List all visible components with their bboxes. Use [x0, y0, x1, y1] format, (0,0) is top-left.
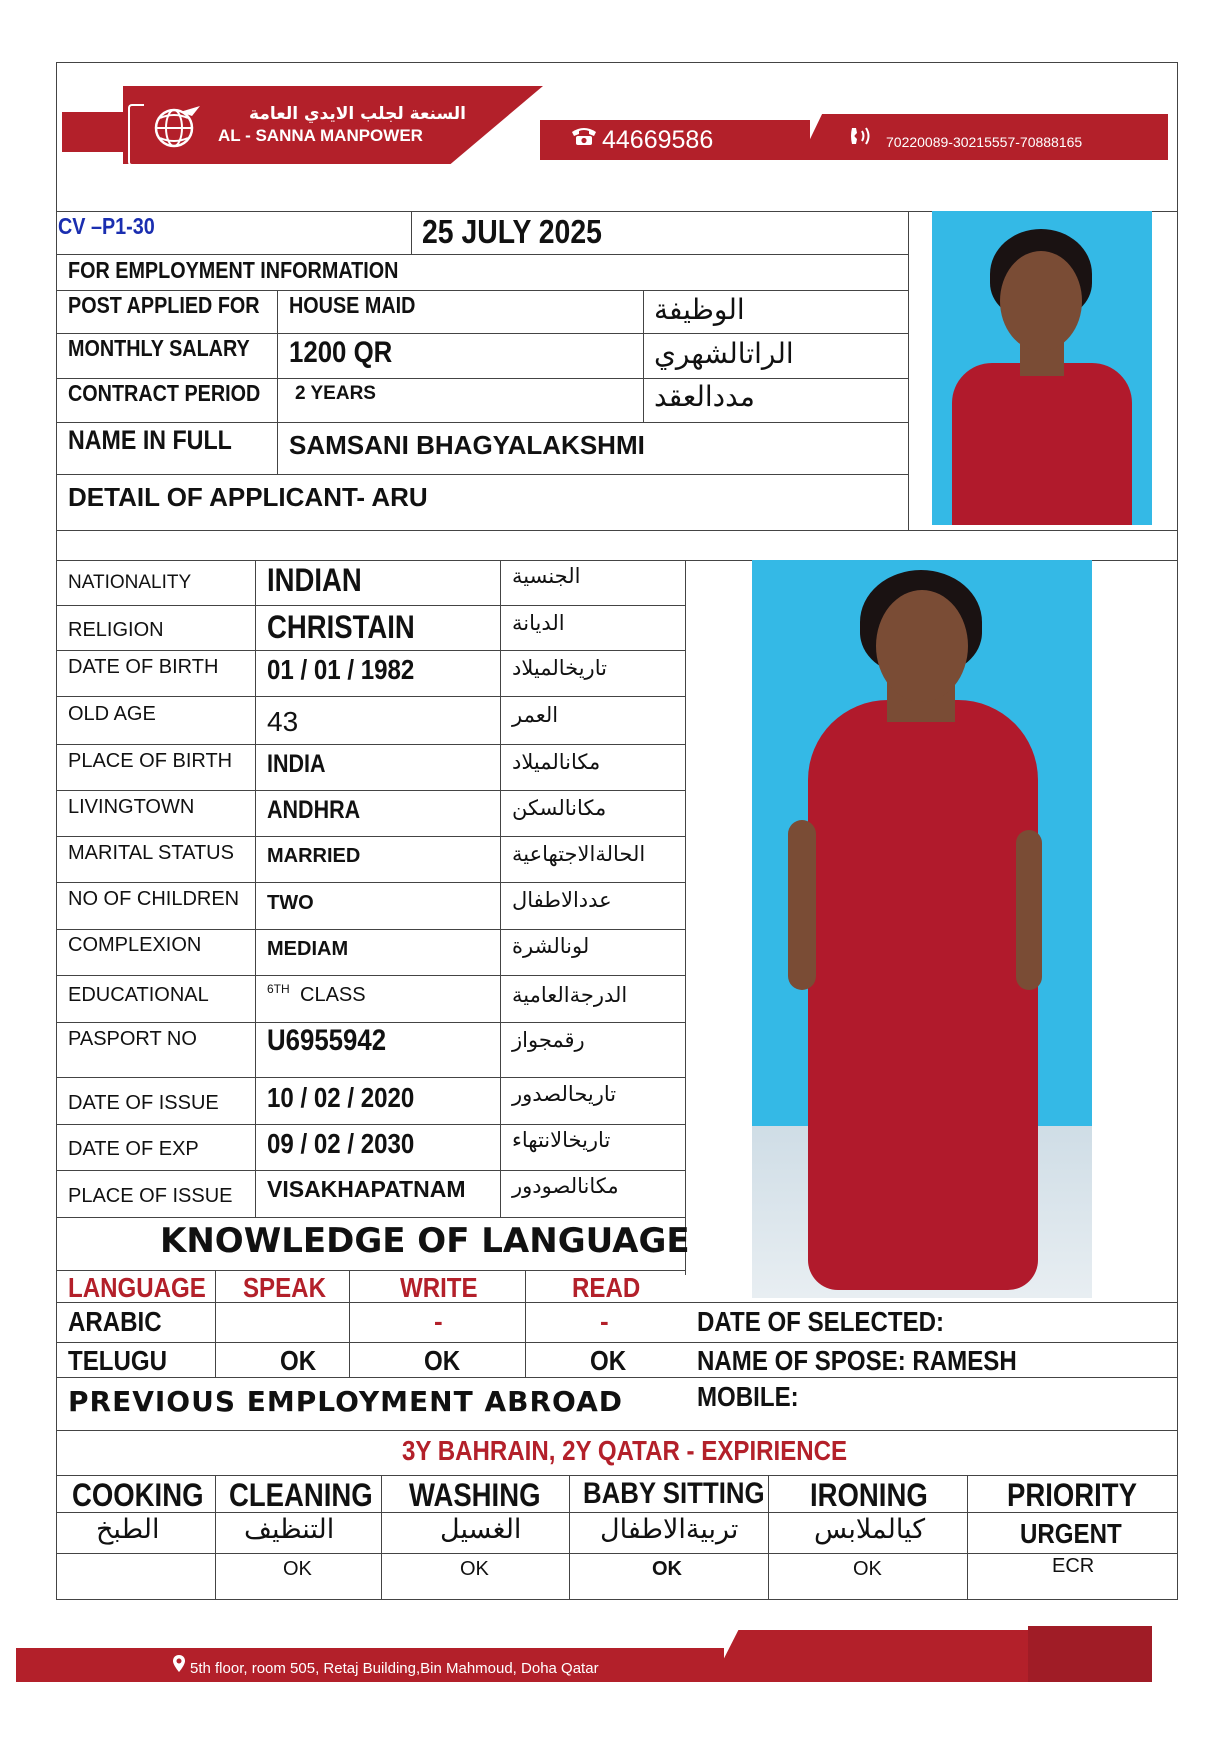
detail-arabic: الديانة	[512, 611, 565, 635]
mobile-numbers: 70220089-30215557-70888165	[886, 134, 1083, 150]
language-write: -	[434, 1306, 443, 1336]
language-name: TELUGU	[68, 1345, 167, 1376]
language-name: ARABIC	[68, 1306, 162, 1337]
detail-sup-value: 6TH	[267, 982, 290, 996]
language-section-title: KNOWLEDGE OF LANGUAGE	[160, 1221, 690, 1261]
skill-name: CLEANING	[229, 1477, 373, 1513]
priority-label: PRIORITY	[1007, 1477, 1137, 1513]
portrait-photo	[932, 211, 1152, 525]
detail-value: 10 / 02 / 2020	[267, 1082, 415, 1113]
detail-label: RELIGION	[68, 619, 164, 641]
detail-label: DATE OF ISSUE	[68, 1092, 219, 1114]
detail-value: CHRISTAIN	[267, 609, 415, 645]
detail-arabic: تاريحالصدور	[512, 1082, 617, 1106]
detail-arabic: العمر	[512, 703, 559, 727]
detail-value: 43	[267, 706, 299, 737]
detail-arabic: مكانالصودور	[512, 1174, 619, 1198]
skill-arabic: الطبخ	[96, 1514, 160, 1545]
experience-text: 3Y BAHRAIN, 2Y QATAR - EXPIRIENCE	[402, 1435, 848, 1466]
mobile-label: MOBILE:	[697, 1381, 799, 1412]
full-body-photo	[752, 560, 1092, 1298]
detail-value: INDIA	[267, 750, 326, 778]
detail-value: 01 / 01 / 1982	[267, 654, 415, 685]
employment-arabic: الراتالشهري	[654, 337, 794, 370]
language-read: OK	[590, 1345, 627, 1376]
detail-value: U6955942	[267, 1024, 387, 1057]
full-name-label: NAME IN FULL	[68, 425, 232, 455]
detail-label: DATE OF BIRTH	[68, 656, 219, 678]
detail-value: CLASS	[300, 984, 366, 1006]
footer-address: 5th floor, room 505, Retaj Building,Bin Mahmoud, Doha Qatar	[190, 1660, 599, 1677]
cv-code: CV –P1-30	[58, 213, 155, 239]
language-header: SPEAK	[243, 1272, 326, 1303]
detail-label: PASPORT NO	[68, 1028, 197, 1050]
detail-value: MARRIED	[267, 845, 361, 867]
mobile-phone-icon	[848, 124, 876, 148]
detail-arabic: لونالشرة	[512, 934, 590, 958]
detail-label: PLACE OF BIRTH	[68, 750, 233, 772]
detail-title: DETAIL OF APPLICANT- ARU	[68, 482, 428, 512]
employment-label: CONTRACT PERIOD	[68, 380, 261, 406]
skill-name: IRONING	[810, 1477, 928, 1513]
detail-label: NATIONALITY	[68, 572, 192, 593]
employment-arabic: مددالعقد	[654, 380, 755, 413]
detail-value: 09 / 02 / 2030	[267, 1128, 415, 1159]
detail-value: INDIAN	[267, 562, 362, 598]
employment-arabic: الوظيفة	[654, 293, 745, 326]
detail-arabic: الحالةالاجتهاعية	[512, 842, 646, 866]
globe-logo-icon	[150, 104, 204, 150]
language-write: OK	[424, 1345, 461, 1376]
employment-label: POST APPLIED FOR	[68, 292, 260, 318]
skill-arabic: التنظيف	[244, 1514, 335, 1545]
skill-value: OK	[853, 1558, 882, 1580]
language-speak: OK	[280, 1345, 317, 1376]
detail-arabic: مكانالميلاد	[512, 750, 601, 774]
detail-value: VISAKHAPATNAM	[267, 1176, 466, 1202]
skill-value: OK	[652, 1558, 682, 1580]
detail-value: ANDHRA	[267, 796, 361, 824]
telephone-icon	[570, 124, 598, 146]
detail-label: LIVINGTOWN	[68, 796, 195, 818]
detail-value: TWO	[267, 892, 314, 914]
detail-arabic: تاريخالانتهاء	[512, 1128, 611, 1152]
detail-arabic: مكانالسكن	[512, 796, 607, 820]
detail-value: MEDIAM	[267, 938, 349, 960]
skill-arabic: تربيةالاطفال	[600, 1514, 739, 1545]
skill-value: OK	[460, 1558, 489, 1580]
detail-arabic: تاريخالميلاد	[512, 656, 607, 680]
skill-arabic: كيالملابس	[814, 1514, 926, 1545]
detail-arabic: رقمجواز	[512, 1028, 585, 1052]
employment-info-title: FOR EMPLOYMENT INFORMATION	[68, 257, 399, 283]
skill-name: WASHING	[409, 1477, 541, 1513]
date-selected-label: DATE OF SELECTED:	[697, 1306, 945, 1337]
detail-label: PLACE OF ISSUE	[68, 1185, 233, 1207]
detail-label: EDUCATIONAL	[68, 984, 209, 1006]
skill-name: COOKING	[72, 1477, 204, 1513]
detail-label: MARITAL STATUS	[68, 842, 234, 864]
language-header: WRITE	[400, 1272, 478, 1303]
employment-value: HOUSE MAID	[289, 292, 416, 318]
company-name-arabic: السنعة لجلب الايدي العامة	[249, 104, 466, 124]
priority-value: URGENT	[1020, 1518, 1122, 1549]
company-name-english: AL - SANNA MANPOWER	[218, 126, 423, 145]
cv-date: 25 JULY 2025	[422, 213, 602, 250]
full-name-value: SAMSANI BHAGYALAKSHMI	[289, 430, 645, 460]
location-pin-icon	[172, 1654, 186, 1674]
detail-label: OLD AGE	[68, 703, 156, 725]
employment-value: 1200 QR	[289, 336, 393, 369]
detail-arabic: الدرجةالعامية	[512, 983, 628, 1007]
phone-number: 44669586	[602, 126, 714, 154]
detail-label: NO OF CHILDREN	[68, 888, 240, 910]
language-header: READ	[572, 1272, 641, 1303]
detail-label: DATE OF EXP	[68, 1138, 199, 1160]
language-header: LANGUAGE	[68, 1272, 206, 1303]
priority-note: ECR	[1052, 1555, 1095, 1577]
skill-value: OK	[283, 1558, 312, 1580]
previous-employment-title: PREVIOUS EMPLOYMENT ABROAD	[68, 1385, 623, 1418]
employment-label: MONTHLY SALARY	[68, 335, 250, 361]
employment-value: 2 YEARS	[295, 383, 376, 404]
detail-arabic: عددالاطفال	[512, 888, 612, 912]
detail-arabic: الجنسية	[512, 564, 581, 588]
language-read: -	[600, 1306, 609, 1336]
detail-label: COMPLEXION	[68, 934, 202, 956]
skill-name: BABY SITTING	[583, 1477, 765, 1510]
skill-arabic: الغسيل	[440, 1514, 522, 1545]
spouse-name: NAME OF SPOSE: RAMESH	[697, 1345, 1017, 1376]
